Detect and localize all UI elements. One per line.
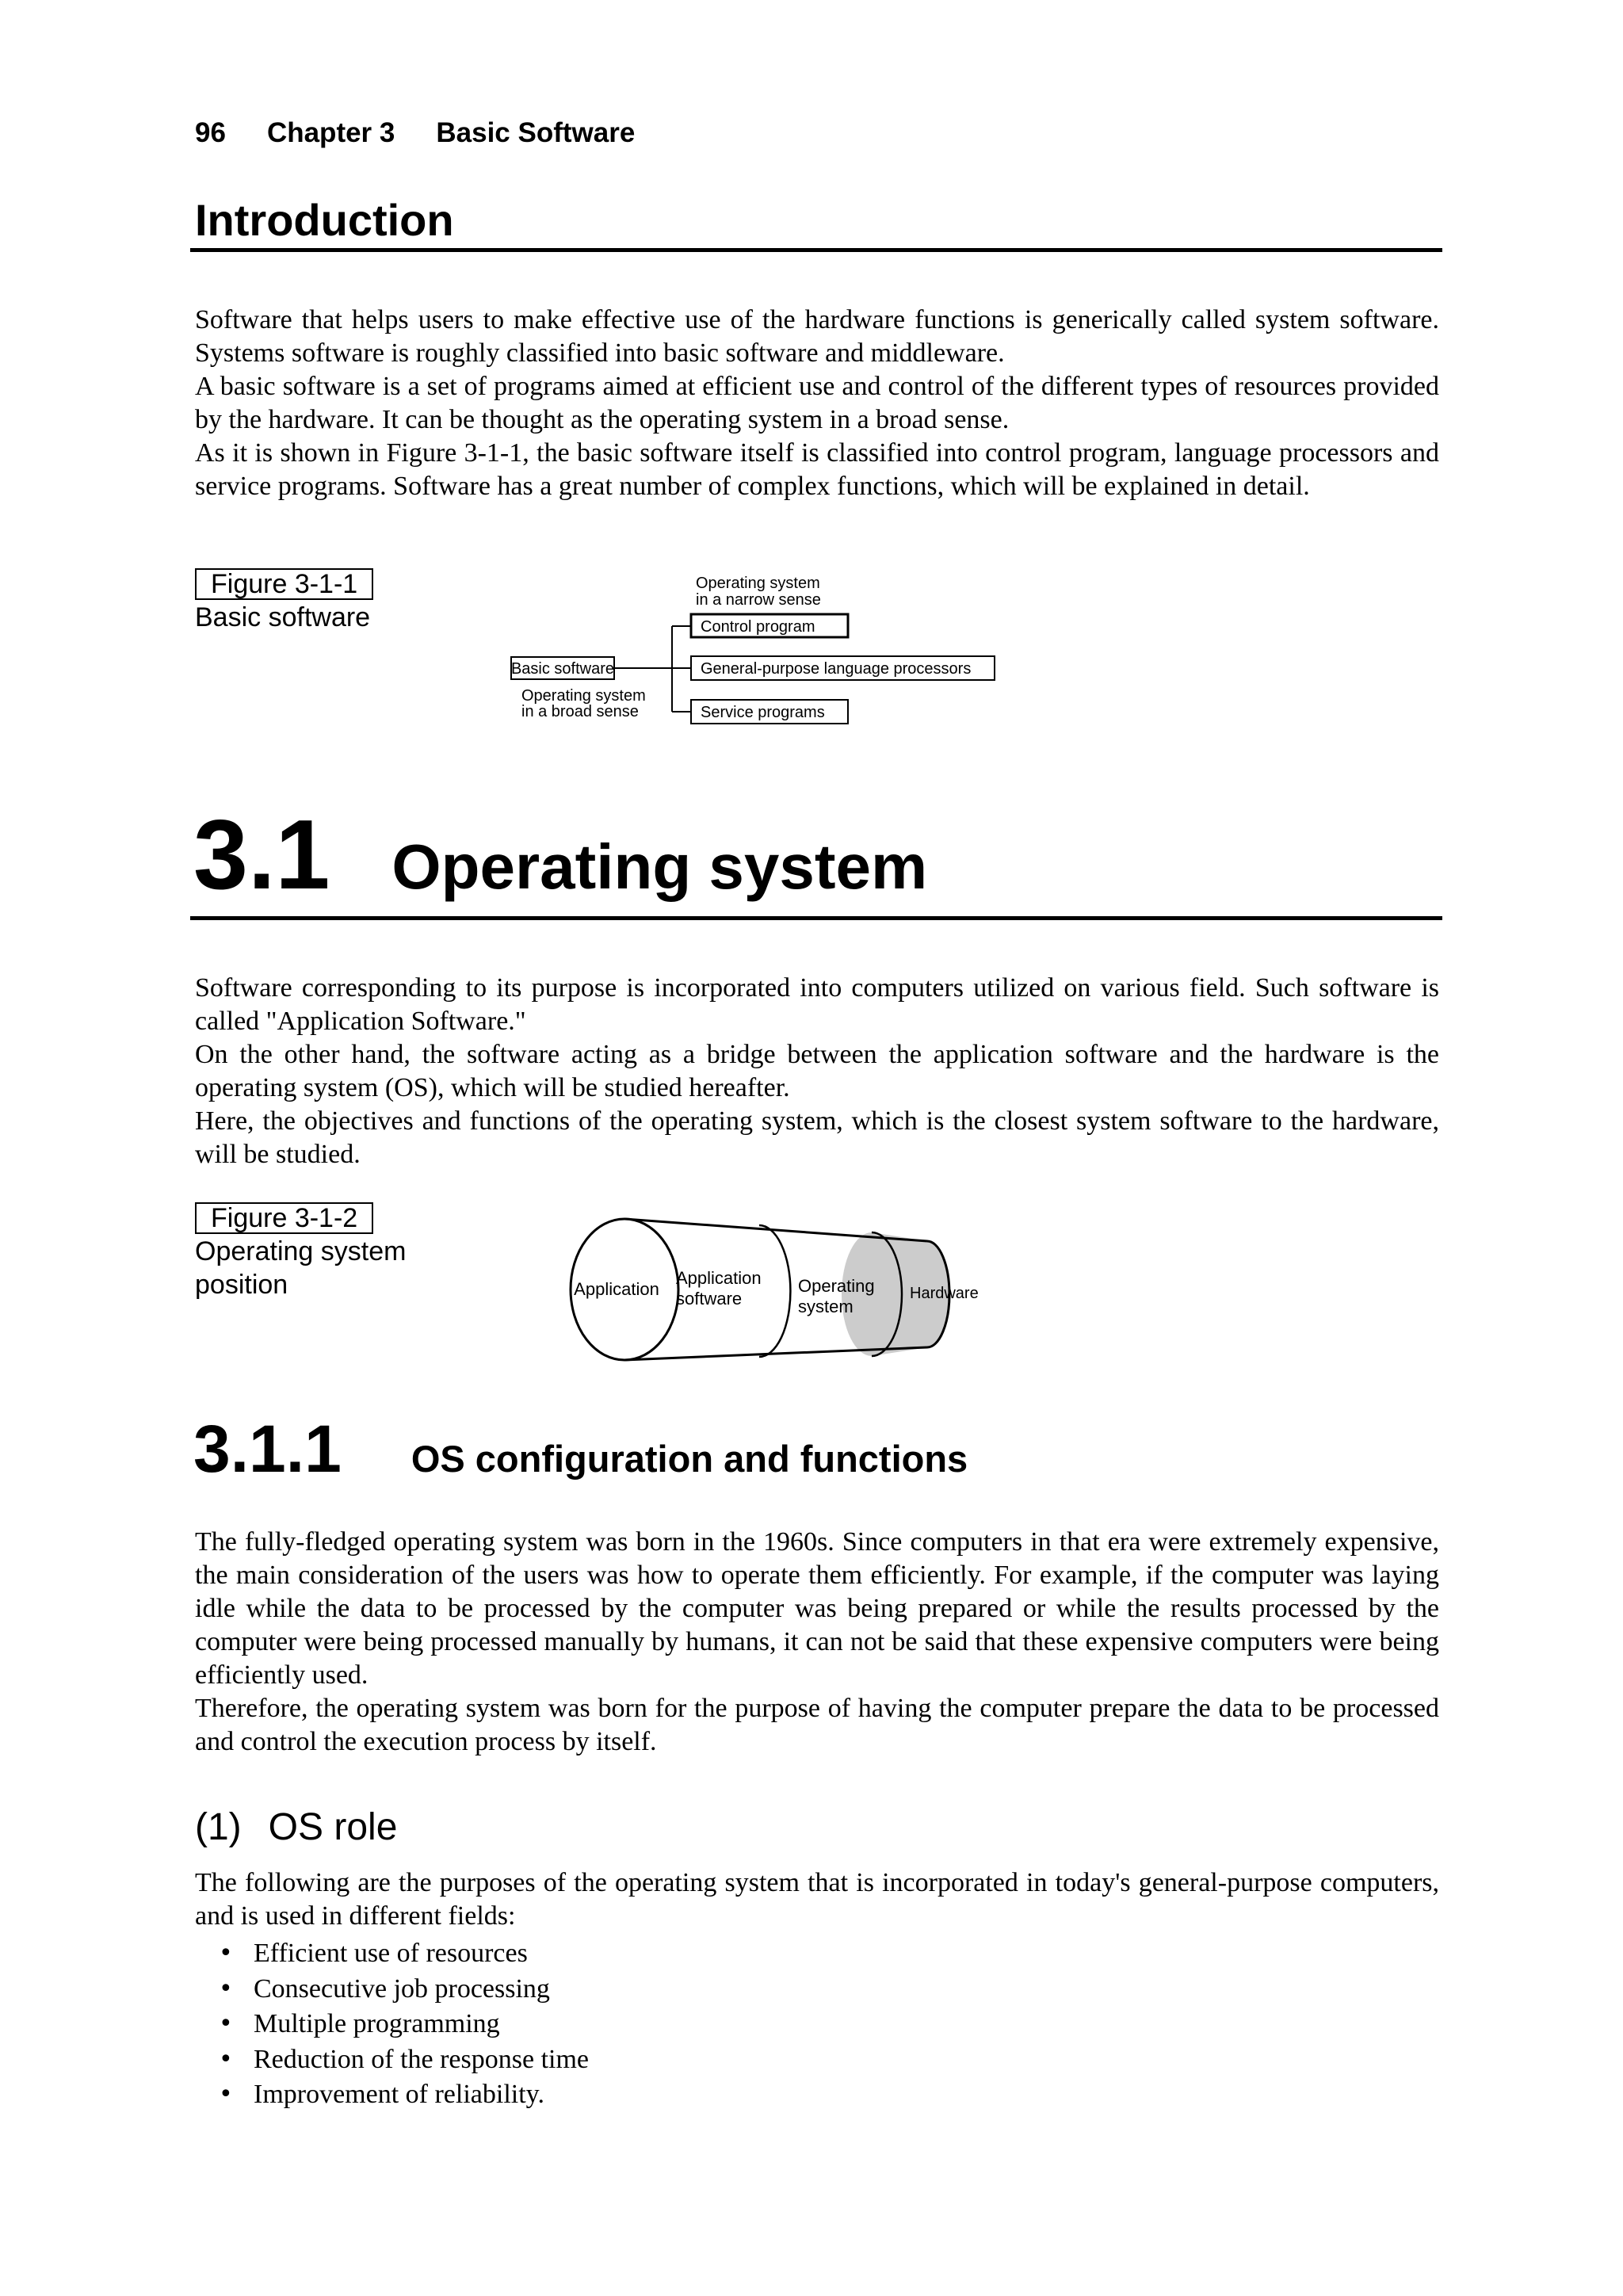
list-item: • Consecutive job processing (219, 1972, 589, 2008)
figure-number-box: Figure 3-1-1 (195, 568, 373, 600)
section-3-1-1-title: OS configuration and functions (411, 1438, 968, 1480)
app-software-label-1: Application (676, 1268, 762, 1288)
section-3-1-1-heading (193, 1411, 968, 1488)
figure-caption: Basic software (195, 602, 371, 632)
os-label-1: Operating (798, 1276, 875, 1296)
os-role-title: OS role (268, 1806, 398, 1848)
section-3-1-1-number: 3.1.1 (193, 1412, 342, 1486)
control-program-label: Control program (701, 618, 815, 636)
figure-number-box: Figure 3-1-2 (195, 1202, 373, 1234)
app-software-label-2: software (676, 1289, 743, 1308)
broad-sense-note-2: in a broad sense (521, 703, 639, 720)
cylinder-top-edge (624, 1219, 927, 1241)
os-role-intro (195, 1866, 1439, 1933)
intro-paragraph-3: As it is shown in Figure 3-1-1, the basic software itself is classified into control program, language processors and service programs. Software has a great number of complex functions, which will be explained in detail. (195, 438, 1439, 501)
os-role-intro-text: The following are the purposes of the operating system that is incorporated in today's general-purpose computers, and is used in different fields: (195, 1868, 1439, 1931)
page-number: 96 (195, 117, 226, 148)
hardware-label: Hardware (910, 1285, 979, 1302)
section-3-1-paragraph-2: On the other hand, the software acting as a bridge between the application software and the hardware is the operating system (OS), which will be studied hereafter. (195, 1040, 1439, 1102)
narrow-sense-note-1: Operating system (696, 575, 820, 592)
basic-software-box-label: Basic software (510, 660, 615, 678)
os-label-2: system (798, 1297, 854, 1316)
service-programs-label: Service programs (701, 704, 825, 721)
chapter-label: Chapter 3 (266, 117, 395, 148)
os-role-number: (1) (195, 1806, 242, 1848)
list-item: • Improvement of reliability. (219, 2077, 589, 2113)
figure-caption-line-1: Operating system (195, 1236, 407, 1266)
section-3-1-1-paragraph-1: The fully-fledged operating system was born in the 1960s. Since computers in that era were extremely expensive, the main consideration of the users was how to operate them efficiently. For example, if the computer was laying idle while the data to be processed by the computer was being prepared or while the results processed by the computer were being processed manually by humans, it can not be said that these expensive computers were being efficiently used. (195, 1527, 1439, 1690)
section-3-1-number: 3.1 (193, 800, 330, 910)
section-3-1-paragraph-1: Software corresponding to its purpose is incorporated into computers utilized on various field. Such software is called "Application Software." (195, 973, 1439, 1036)
intro-paragraph-1: Software that helps users to make effective use of the hardware functions is generically called system software. Systems software is roughly classified into basic software and middleware. (195, 305, 1439, 368)
list-item: • Reduction of the response time (219, 2042, 589, 2078)
list-item: • Efficient use of resources (219, 1936, 589, 1972)
os-role-heading (195, 1805, 397, 1849)
intro-paragraph-2: A basic software is a set of programs aimed at efficient use and control of the different types of resources provided by the hardware. It can be thought as the operating system in a broad sense. (195, 372, 1439, 434)
section-3-1-paragraph-3: Here, the objectives and functions of the operating system, which is the closest system software to the hardware, will be studied. (195, 1106, 1439, 1169)
app-software-divider (759, 1225, 790, 1357)
narrow-sense-note-2: in a narrow sense (696, 591, 821, 609)
figure-caption-line-2: position (195, 1270, 288, 1300)
section-3-1-1-paragraph-2: Therefore, the operating system was born for the purpose of having the computer prepare the data to be processed and control the execution process by itself. (195, 1694, 1439, 1756)
broad-sense-note-1: Operating system (521, 687, 646, 705)
section-3-1-title: Operating system (391, 831, 928, 902)
chapter-title: Basic Software (436, 117, 636, 148)
os-role-list (219, 1936, 589, 2113)
intro-heading: Introduction (195, 195, 454, 245)
list-item: • Multiple programming (219, 2007, 589, 2042)
section-3-1-1-body (195, 1526, 1439, 1759)
application-label: Application (574, 1279, 659, 1299)
language-processors-label: General-purpose language processors (701, 660, 972, 678)
